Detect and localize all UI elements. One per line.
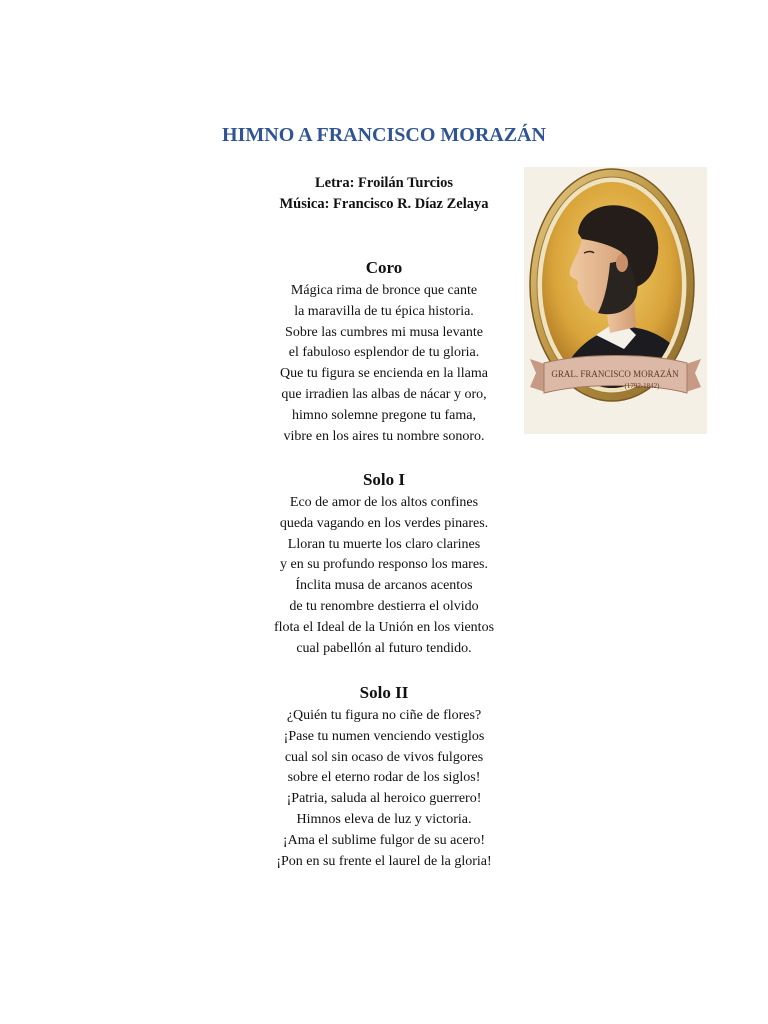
verse-line: Lloran tu muerte los claro clarines	[287, 536, 481, 552]
verse-line: de tu renombre destierra el olvido	[289, 598, 479, 614]
portrait-illustration	[524, 167, 707, 434]
verse-line: flota el Ideal de la Unión en los vientos	[273, 619, 495, 635]
verse-line: queda vagando en los verdes pinares.	[279, 515, 489, 531]
verse-line: ¡Pon en su frente el laurel de la gloria!	[276, 853, 492, 869]
section-coro	[204, 257, 564, 447]
verse-line: Que tu figura se encienda en la llama	[280, 366, 488, 382]
music-credit: Música: Francisco R. Díaz Zelaya	[279, 196, 489, 212]
verse-line: cual sol sin ocaso de vivos fulgores	[284, 749, 484, 765]
portrait-banner-years: (1792-1842)	[624, 382, 660, 390]
stanza-lines	[204, 706, 564, 872]
verse-line: que irradien las albas de nácar y oro,	[281, 386, 487, 402]
section-heading: Solo I	[362, 470, 406, 489]
verse-line: ¿Quién tu figura no ciñe de flores?	[286, 708, 482, 723]
stanza-lines	[204, 281, 564, 447]
verse-line: y en su profundo responso los mares.	[279, 557, 489, 573]
page-title: HIMNO A FRANCISCO MORAZÁN	[222, 124, 546, 146]
stanza-lines	[204, 493, 564, 659]
verse-line: Sobre las cumbres mi musa levante	[285, 324, 483, 340]
verse-line: la maravilla de tu épica historia.	[294, 303, 474, 319]
section-solo-1	[204, 469, 564, 659]
verse-line: Ínclita musa de arcanos acentos	[295, 578, 473, 594]
portrait-banner-name: GRAL. FRANCISCO MORAZÁN	[551, 369, 679, 379]
section-heading: Coro	[365, 258, 403, 277]
verse-line: Eco de amor de los altos confines	[289, 495, 479, 510]
section-solo-2	[204, 682, 564, 872]
verse-line: el fabuloso esplendor de tu gloria.	[288, 345, 480, 361]
verse-line: vibre en los aires tu nombre sonoro.	[283, 428, 485, 444]
verse-line: ¡Ama el sublime fulgor de su acero!	[282, 832, 486, 848]
verse-line: ¡Patria, saluda al heroico guerrero!	[286, 791, 482, 807]
verse-line: cual pabellón al futuro tendido.	[296, 640, 472, 656]
verse-line: Himnos eleva de luz y victoria.	[296, 811, 472, 827]
verse-line: sobre el eterno rodar de los siglos!	[287, 770, 481, 786]
verse-line: Mágica rima de bronce que cante	[290, 283, 478, 298]
morazan-portrait	[524, 167, 707, 434]
section-heading: Solo II	[359, 683, 409, 702]
credits-block	[234, 173, 534, 215]
verse-line: himno solemne pregone tu fama,	[292, 407, 476, 423]
lyrics-credit: Letra: Froilán Turcios	[314, 175, 454, 191]
verse-line: ¡Pase tu numen venciendo vestiglos	[283, 728, 485, 744]
